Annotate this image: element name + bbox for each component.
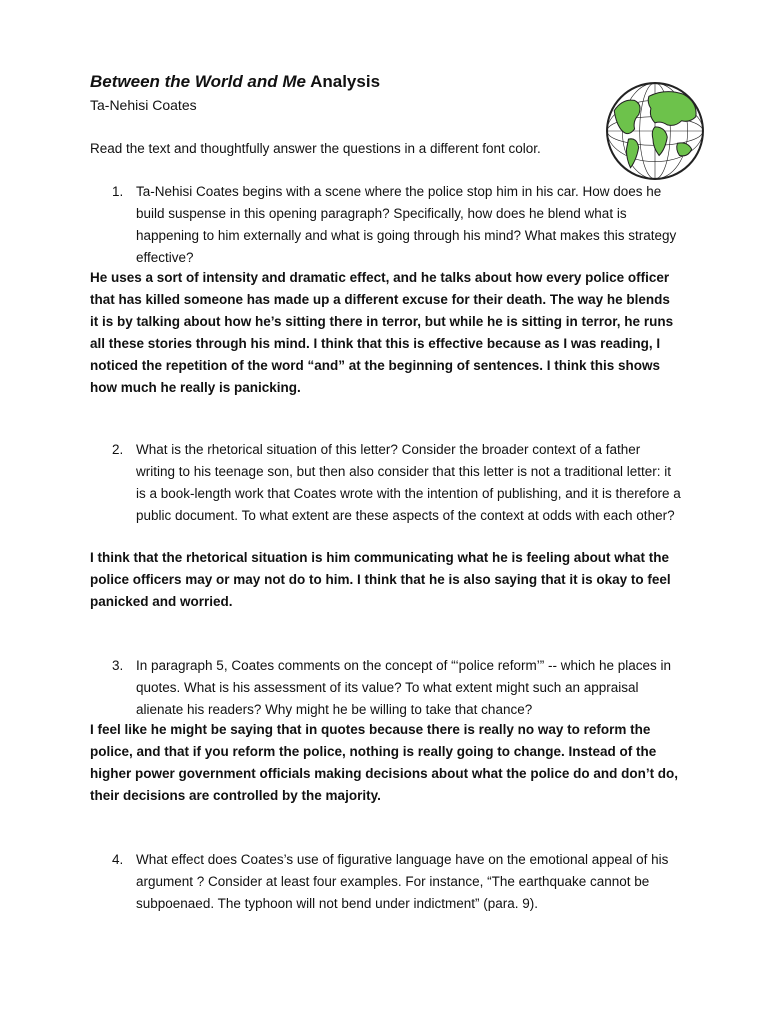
question-number: 1. xyxy=(112,184,124,199)
title-suffix: Analysis xyxy=(306,72,381,91)
question-number: 2. xyxy=(112,442,124,457)
answer-3: I feel like he might be saying that in quotes because there is really no way to reform the police, and that if you reform the police, nothing is really going to change. Instead of the higher power government officials making decisions about what the police do and don’t do, their decisions are controlled by the majority. xyxy=(90,722,679,803)
question-number: 4. xyxy=(112,852,124,867)
instructions: Read the text and thoughtfully answer the questions in a different font color. xyxy=(90,141,541,156)
author-name: Ta-Nehisi Coates xyxy=(90,97,197,113)
question-number: 3. xyxy=(112,658,124,673)
question-text: What effect does Coates’s use of figurative language have on the emotional appeal of his argument ? Consider at least four examples. For instance, “The earthquake cannot be subpoenaed. The typhoon will not bend under indictment” (para. 9). xyxy=(136,852,669,911)
globe-icon xyxy=(604,80,706,182)
question-text: Ta-Nehisi Coates begins with a scene where the police stop him in his car. How does he build suspense in this opening paragraph? Specifically, how does he blend what is happening to him externally and what is going through his mind? What makes this strategy effective? xyxy=(136,184,677,265)
answer-1: He uses a sort of intensity and dramatic effect, and he talks about how every police officer that has killed someone has made up a different excuse for their death. The way he blends it is by talking about how he’s sitting there in terror, but while he is sitting in terror, he runs all these stories through his mind. I think that this is effective because as I was reading, I noticed the repetition of the word “and” at the beginning of sentences. I think this shows how much he really is panicking. xyxy=(90,270,674,395)
question-2 xyxy=(90,439,690,527)
question-4 xyxy=(90,849,690,915)
question-text: In paragraph 5, Coates comments on the concept of “‘police reform’” -- which he places in quotes. What is his assessment of its value? To what extent might such an appraisal alienate his readers? Why might he be willing to take that chance? xyxy=(136,658,672,717)
question-text: What is the rhetorical situation of this letter? Consider the broader context of a father writing to his teenage son, but then also consider that this letter is not a traditional letter: it is a book-length work that Coates wrote with the intention of publishing, and it is therefore a public document. To what extent are these aspects of the context at odds with each other? xyxy=(136,442,681,523)
page-title xyxy=(90,72,380,92)
question-1 xyxy=(90,181,690,269)
question-3 xyxy=(90,655,690,721)
book-title: Between the World and Me xyxy=(90,72,306,91)
answer-2: I think that the rhetorical situation is him communicating what he is feeling about what the police officers may or may not do to him. I think that he is also saying that it is okay to feel panicked and worried. xyxy=(90,550,671,609)
